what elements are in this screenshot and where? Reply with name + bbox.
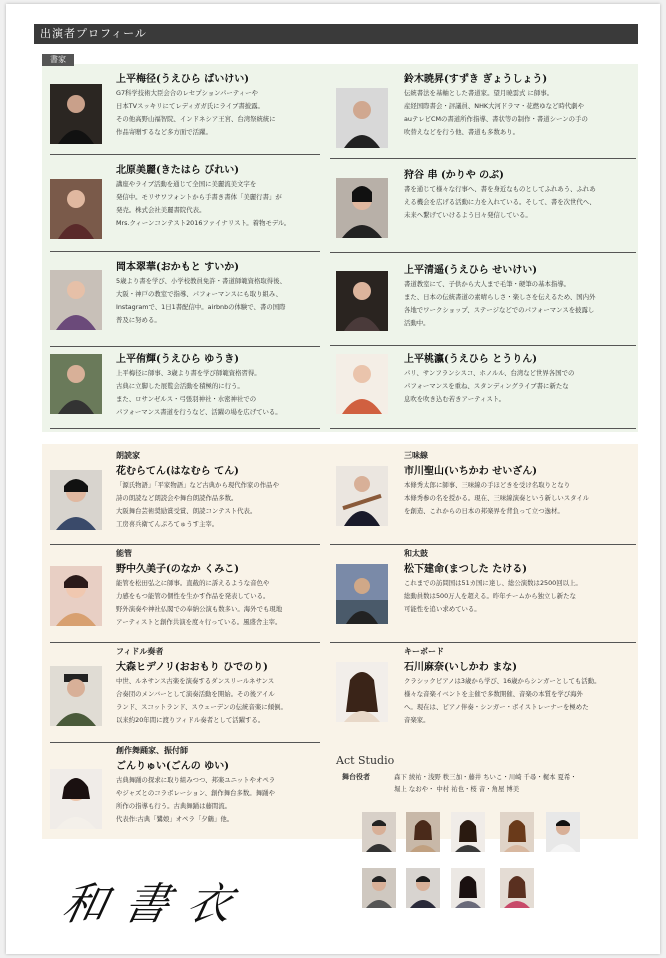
act-studio-title: Act Studio	[336, 754, 395, 767]
performer-name: ごんりゅい(ごんの ゆい)	[116, 761, 229, 772]
performer-bio: 能管を松田弘之に師事。直截的に訴えるような音色や 力感をもつ能管の個性を生かす作品を発表している。 野外演奏や神社仏閣での奉納公演も数多い。海外でも現地 アーティストと創作共演を度々行っている。風盛舎主宰。	[116, 579, 283, 626]
performer-bio: 本條秀太郎に師事、三味線の手ほどきを受け名取りとなり 本條秀参の名を授かる。現在、三味線演奏という新しいスタイル を創造、これからの日本の邦楽界を背負って立つ逸材。	[404, 481, 590, 515]
profile-card	[336, 261, 636, 351]
divider	[330, 642, 636, 643]
performer-name: 松下建命(まつした たける)	[404, 564, 527, 575]
performer-role: 朗読家	[116, 451, 140, 460]
performer-name: 上平梅径(うえひら ばいけい)	[116, 74, 249, 85]
cast-photo	[500, 812, 534, 852]
portrait-photo	[50, 769, 102, 829]
cast-photo	[362, 868, 396, 908]
performer-name: 野中久美子(のなか くみこ)	[116, 564, 239, 575]
performer-name: 花むらてん(はなむら てん)	[116, 466, 239, 477]
performer-bio: クラシックピアノは3歳から学び、16歳からシンガーとしても活動。 様々な音楽イベントを主催で多数開催、音楽の本質を学び海外 へ。現在は、ピアノ伴奏・シンガー・ボイストレーナーを極めた 音楽家。	[404, 677, 601, 724]
performer-role: 和太鼓	[404, 549, 428, 558]
portrait-photo	[50, 354, 102, 414]
performer-bio: 中世、ルネサンス古楽を演奏するダンスリールネサンス 合奏団のメンバーとして演奏活動を開始。その後アイル ランド、スコットランド、スウェーデンの伝統音楽に傾倒。 以来約20年間に渡りフィドル奏者として活躍する。	[116, 677, 287, 724]
performer-bio: パリ、サンフランシスコ、ホノルル、台湾など世界各国での パフォーマンスを重ね、スタンディングライブ書に新たな 息吹を吹き込む若きアーティスト。	[404, 369, 575, 403]
performer-bio: これまでの訪問国は51カ国に達し、総公演数は2500回以上。 総動員数は500万人を超える。昨年チームから独立し新たな 可能性を追い求めている。	[404, 579, 582, 613]
performer-bio: 書を通じて様々な行事へ、書を身近なものとしてふれあう、ふれあ える機会を広げる活動に力を入れている。そして、書を次世代へ、 未来へ繋げていけるよう日々発信している。	[404, 185, 596, 219]
cast-photo	[451, 868, 485, 908]
portrait-photo	[50, 470, 102, 530]
profile-card	[50, 450, 320, 546]
performer-name: 大森ヒデノリ(おおもり ひでのり)	[116, 662, 268, 673]
performer-bio: 上平梅径に師事、3歳より書を学び師範資格習得。 古典に立脚した展覧会活動を積極的に行う。 また、ロサンゼルス・弓張羽神社・水密神社での パフォーマンス書道を行うなど、活躍の場を広げている。	[116, 369, 282, 416]
performer-name: 鈴木暁昇(すずき ぎょうしょう)	[404, 74, 548, 85]
performer-name: 石川麻奈(いしかわ まな)	[404, 662, 517, 673]
profile-card	[50, 548, 320, 644]
portrait-photo	[50, 84, 102, 144]
brand-logo: 和書衣	[57, 879, 255, 930]
portrait-photo	[336, 178, 388, 238]
divider	[330, 252, 636, 253]
profile-card	[336, 350, 636, 440]
act-studio-members: 森下 綾祐・浅野 秩三加・藤井 ちいこ・川崎 千尋・梶本 夏希・ 堀上 なおや・ 中村 祐也・桜 音・角屋 博美	[394, 773, 577, 793]
portrait-photo	[50, 666, 102, 726]
portrait-photo	[336, 88, 388, 148]
divider	[50, 742, 320, 743]
performer-bio: 「源氏物語」「平家物語」など古典から現代作家の作品や 詩の朗読など朗読会や舞台朗読作品多数。 大阪舞台芸術奨励賞受賞、朗読コンテスト代表。 工房喜兵衛てんぷろてゅうす主宰。	[116, 481, 279, 528]
act-studio-role: 舞台役者	[342, 773, 370, 781]
cast-photo	[406, 868, 440, 908]
divider	[50, 251, 320, 252]
profile-card	[336, 166, 636, 256]
profile-card	[50, 161, 320, 251]
performer-bio: G7科学技術大臣会合のレセプションパーティーや 日本TVスッキリにてレディガガ氏にライブ書披露。 その他高野山福智院、インドネシア王宮、台湾祭統統に 作品寄贈するなど多方面で活躍。	[116, 89, 276, 136]
portrait-photo	[336, 466, 388, 526]
cast-photo	[362, 812, 396, 852]
portrait-photo	[50, 179, 102, 239]
divider	[330, 158, 636, 159]
performer-role: キーボード	[404, 647, 444, 656]
performer-bio: 書道教室にて、子供から大人まで毛筆・硬筆の基本指導。 また、日本の伝統書道の素晴らしさ・楽しさを伝えるため、国内外 各地でワークショップ、ステージなどでのパフォーマンスを披露し 活動中。	[404, 280, 596, 327]
cast-photo	[451, 812, 485, 852]
cast-photo	[406, 812, 440, 852]
profile-card	[50, 258, 320, 348]
performer-role: 三味線	[404, 451, 428, 460]
performer-bio: 講座やライブ活動を通じて全国に美麗流美文字を 発信中。モリサワフォントから手書き書体「美麗行書」が 発売。株式会社美麗書院代表。 Mrs.クィーンコンテスト2016ファイナリスト。着物モデル。	[116, 180, 291, 227]
performer-name: 北原美麗(きたはら びれい)	[116, 165, 239, 176]
divider	[330, 544, 636, 545]
divider	[50, 154, 320, 155]
divider	[50, 428, 320, 429]
portrait-photo	[50, 270, 102, 330]
performer-role: 創作舞踊家、振付師	[116, 746, 188, 755]
profile-card	[50, 646, 320, 742]
portrait-photo	[336, 662, 388, 722]
profile-card	[336, 646, 636, 742]
divider	[330, 345, 636, 346]
performer-bio: 古典舞踊の探求に取り組みつつ、邦楽ユニットやオペラ やジャズとのコラボレーション、創作舞台多数。舞踊や 所作の指導も行う。古典舞踊は藤間流。 代表作:古典「鷺娘」オペラ「夕鶴」他。	[116, 776, 276, 823]
performer-bio: 伝統書法を基軸とした書道家。望月暁雲式 に師事。 産経国際書会・評議員、NHK大河ドラマ・花燃ゆなど時代劇や auテレビCMの書道所作指導、書状等の制作・書道シーンの手の 吹替えなどを行う他、書道も多数あり。	[404, 89, 588, 136]
divider	[330, 428, 636, 429]
performer-bio: 5歳より書を学び、小学校教員免許・書道師範資格取得後、 大阪・神戸の教室で指導、パフォーマンスにも取り組み、 Instagramで、1日1書配信中。airbnbの体験で、書の国際 普及に努める。	[116, 277, 286, 324]
profile-card	[336, 548, 636, 644]
divider	[50, 346, 320, 347]
performer-role: フィドル奏者	[116, 647, 164, 656]
portrait-photo	[336, 564, 388, 624]
profile-card	[336, 450, 636, 546]
cast-photo	[500, 868, 534, 908]
profile-card	[50, 70, 320, 160]
performer-name: 上平清遥(うえひら せいけい)	[404, 265, 537, 276]
portrait-photo	[50, 566, 102, 626]
divider	[50, 544, 320, 545]
performer-name: 狩谷 串 (かりや のぶ)	[404, 170, 504, 181]
flyer-page	[6, 4, 660, 954]
profile-card	[336, 70, 636, 160]
performer-name: 上平侑輝(うえひら ゆうき)	[116, 354, 239, 365]
performer-name: 岡本翠華(おかもと すいか)	[116, 262, 239, 273]
performer-name: 市川聖山(いちかわ せいざん)	[404, 466, 537, 477]
portrait-photo	[336, 271, 388, 331]
portrait-photo	[336, 354, 388, 414]
page-title: 出演者プロフィール	[34, 24, 638, 44]
profile-card	[50, 745, 320, 845]
profile-card	[50, 350, 320, 440]
performer-role: 能管	[116, 549, 132, 558]
section-tag-calligraphers: 書家	[42, 54, 74, 66]
performer-name: 上平桃瀛(うえひら とうりん)	[404, 354, 537, 365]
divider	[50, 642, 320, 643]
cast-photo	[546, 812, 580, 852]
